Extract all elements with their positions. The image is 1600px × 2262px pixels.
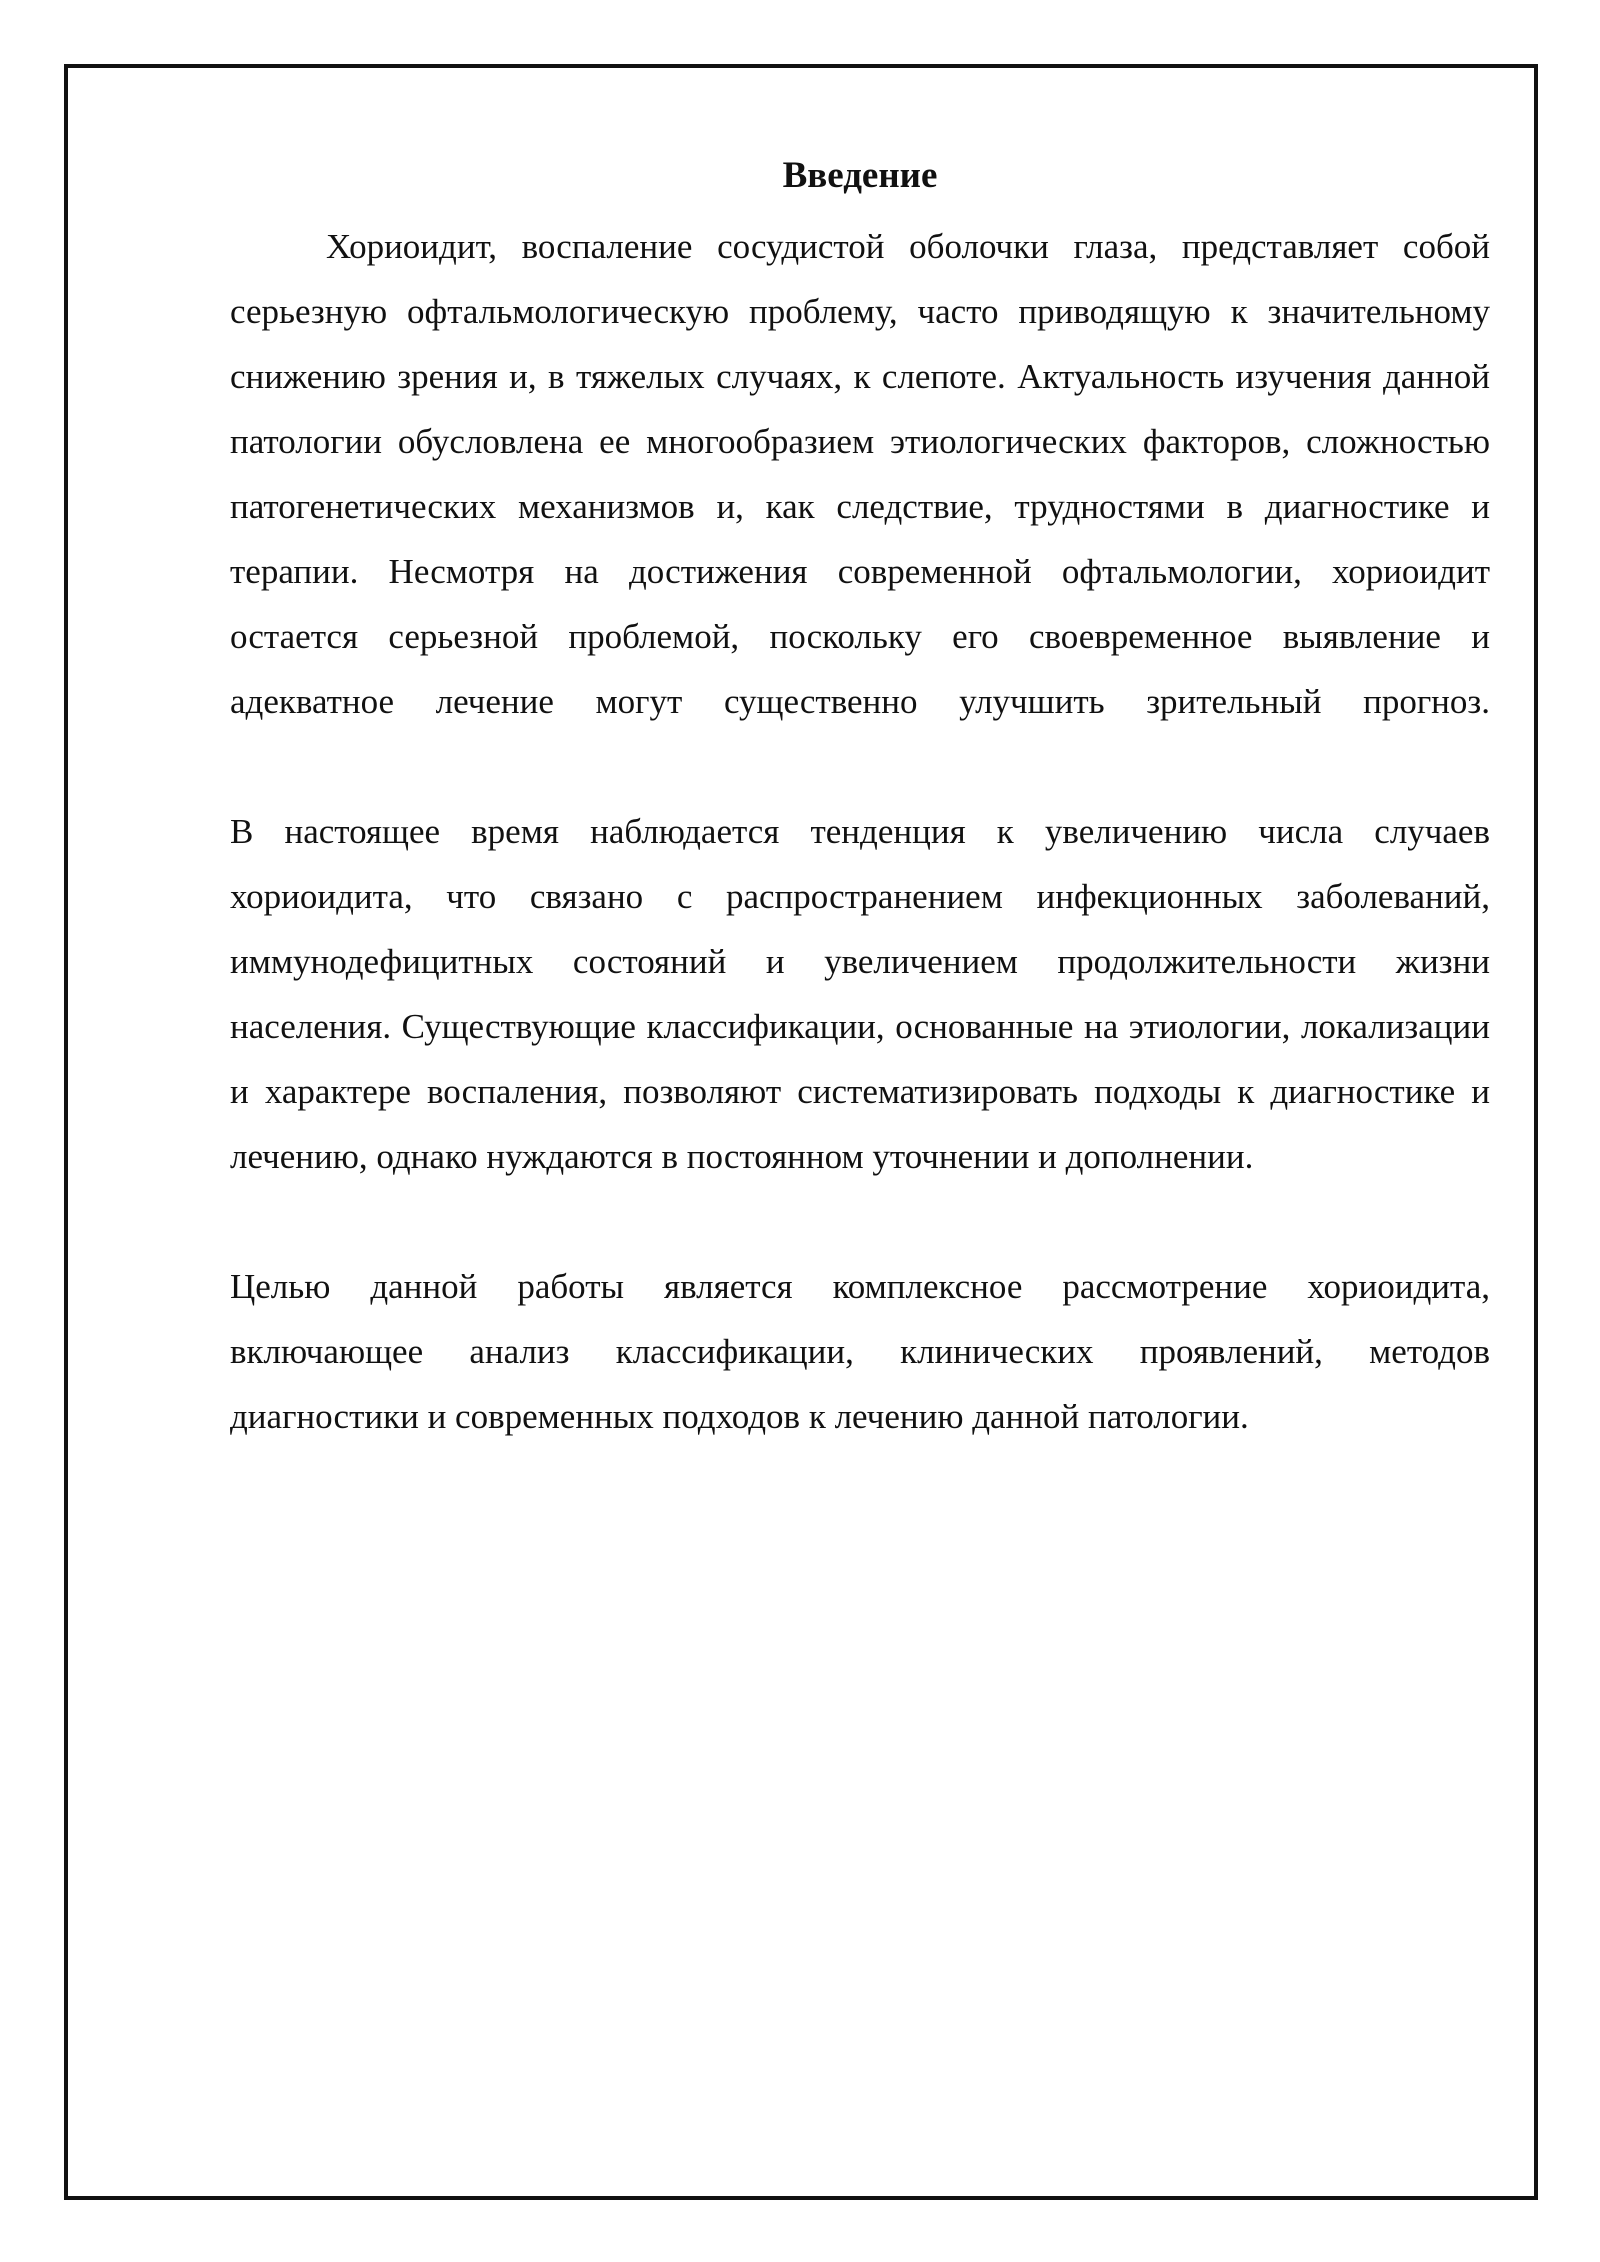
paragraph-goal: Целью данной работы является комплексное рассмотрение хориоидита, включающее анализ классификации, клинических проявлений, методов диагностики и современных подходов к лечению данной патологии. <box>230 1267 1490 1436</box>
document-body <box>230 152 1490 1449</box>
paragraph-trend: В настоящее время наблюдается тенденция к увеличению числа случаев хориоидита, что связано с распространением инфекционных заболеваний, иммунодефицитных состояний и увеличением продолжительности жизни населения. Существующие классификации, основанные на этиологии, локализации и характере воспаления, позволяют систематизировать подходы к диагностике и лечению, однако нуждаются в постоянном уточнении и дополнении. <box>230 812 1490 1176</box>
paragraph-intro: Хориоидит, воспаление сосудистой оболочки глаза, представляет собой серьезную офтальмологическую проблему, часто приводящую к значительному снижению зрения и, в тяжелых случаях, к слепоте. Актуальность изучения данной патологии обусловлена ее многообразием этиологических факторов, сложностью патогенетических механизмов и, как следствие, трудностями в диагностике и терапии. Несмотря на достижения современной офтальмологии, хориоидит остается серьезной проблемой, поскольку его своевременное выявление и адекватное лечение могут существенно улучшить зрительный прогноз. <box>230 227 1490 721</box>
page-title: Введение <box>782 155 938 196</box>
